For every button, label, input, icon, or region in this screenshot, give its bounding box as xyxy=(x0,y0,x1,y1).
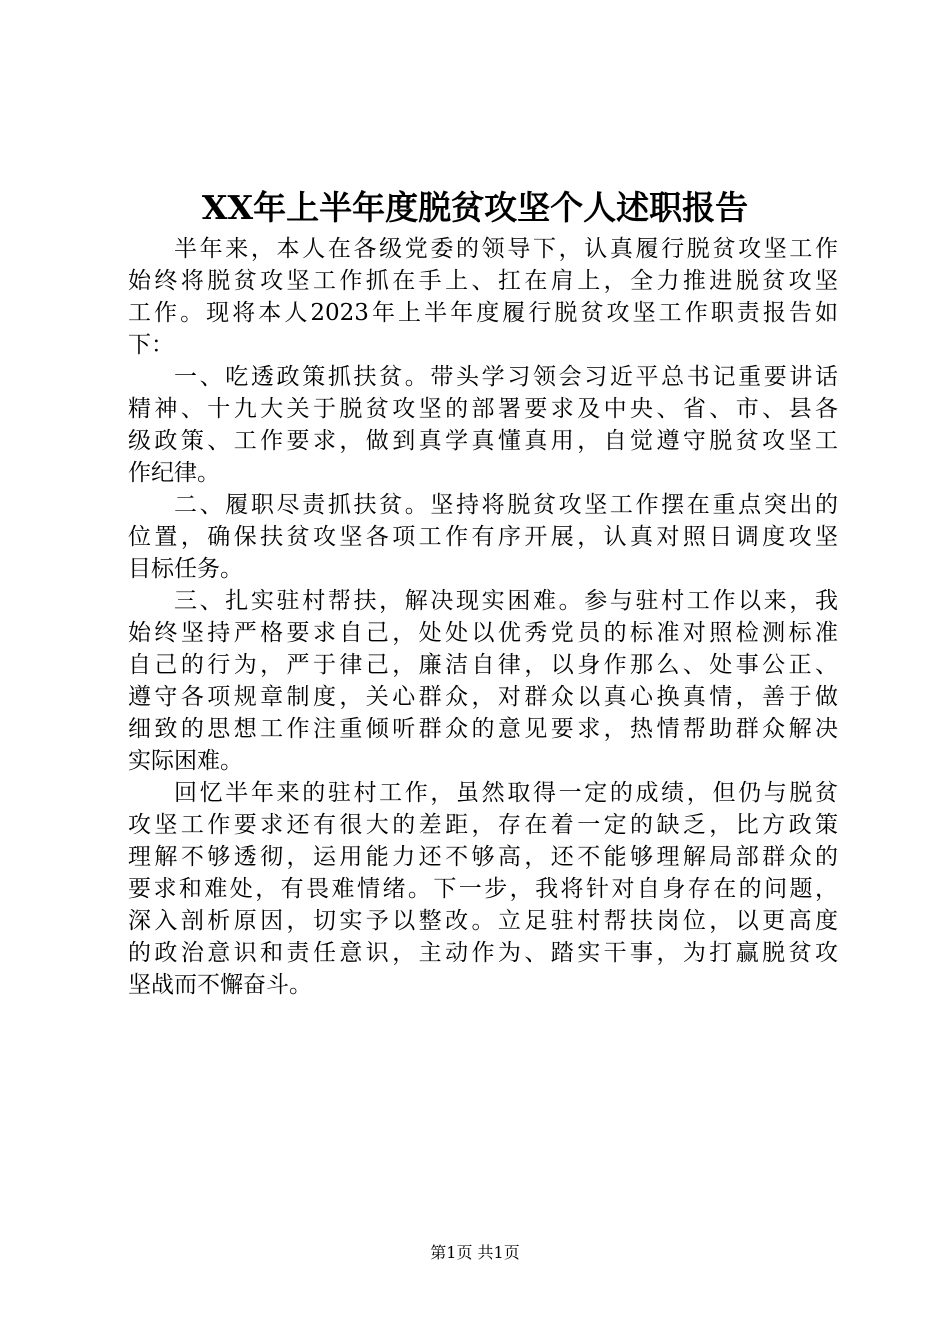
paragraph-line: 坚战而不懈奋斗。 xyxy=(128,972,312,998)
paragraph-line: 始终将脱贫攻坚工作抓在手上、扛在肩上，全力推进脱贫攻坚 xyxy=(128,268,838,294)
paragraph-line: 始终坚持严格要求自己，处处以优秀党员的标准对照检测标准 xyxy=(128,620,838,646)
paragraph-line: 实际困难。 xyxy=(128,748,243,774)
paragraph-line: 下： xyxy=(128,332,174,358)
paragraph-line: 二、履职尽责抓扶贫。坚持将脱贫攻坚工作摆在重点突出的 xyxy=(174,492,838,518)
paragraph-line: 一、吃透政策抓扶贫。带头学习领会习近平总书记重要讲话 xyxy=(174,364,838,390)
paragraph-line: 细致的思想工作注重倾听群众的意见要求，热情帮助群众解决 xyxy=(128,716,838,742)
paragraph-line: 精神、十九大关于脱贫攻坚的部署要求及中央、省、市、县各 xyxy=(128,396,838,422)
page-footer: 第1页 共1页 xyxy=(430,1243,520,1262)
paragraph-line: 回忆半年来的驻村工作，虽然取得一定的成绩，但仍与脱贫 xyxy=(174,780,838,806)
document-body xyxy=(128,233,838,1001)
paragraph xyxy=(128,489,838,585)
paragraph-line: 位置，确保扶贫攻坚各项工作有序开展，认真对照日调度攻坚 xyxy=(128,524,838,550)
paragraph-line: 三、扎实驻村帮扶，解决现实困难。参与驻村工作以来，我 xyxy=(174,588,838,614)
paragraph-line: 深入剖析原因，切实予以整改。立足驻村帮扶岗位，以更高度 xyxy=(128,908,838,934)
paragraph-line: 半年来，本人在各级党委的领导下，认真履行脱贫攻坚工作 xyxy=(174,236,838,262)
document-title: XX年上半年度脱贫攻坚个人述职报告 xyxy=(201,188,749,227)
paragraph-line: 工作。现将本人2023年上半年度履行脱贫攻坚工作职责报告如 xyxy=(128,300,838,326)
paragraph-line: 要求和难处，有畏难情绪。下一步，我将针对自身存在的问题， xyxy=(128,876,838,902)
paragraph xyxy=(128,233,838,361)
paragraph xyxy=(128,585,838,777)
paragraph-line: 级政策、工作要求，做到真学真懂真用，自觉遵守脱贫攻坚工 xyxy=(128,428,838,454)
paragraph-line: 自己的行为，严于律己，廉洁自律，以身作那么、处事公正、 xyxy=(128,652,838,678)
paragraph-line: 理解不够透彻，运用能力还不够高，还不能够理解局部群众的 xyxy=(128,844,838,870)
paragraph xyxy=(128,777,838,1001)
paragraph xyxy=(128,361,838,489)
paragraph-line: 遵守各项规章制度，关心群众，对群众以真心换真情，善于做 xyxy=(128,684,838,710)
paragraph-line: 攻坚工作要求还有很大的差距，存在着一定的缺乏，比方政策 xyxy=(128,812,838,838)
paragraph-line: 的政治意识和责任意识，主动作为、踏实干事，为打赢脱贫攻 xyxy=(128,940,838,966)
paragraph-line: 作纪律。 xyxy=(128,460,220,486)
paragraph-line: 目标任务。 xyxy=(128,556,243,582)
